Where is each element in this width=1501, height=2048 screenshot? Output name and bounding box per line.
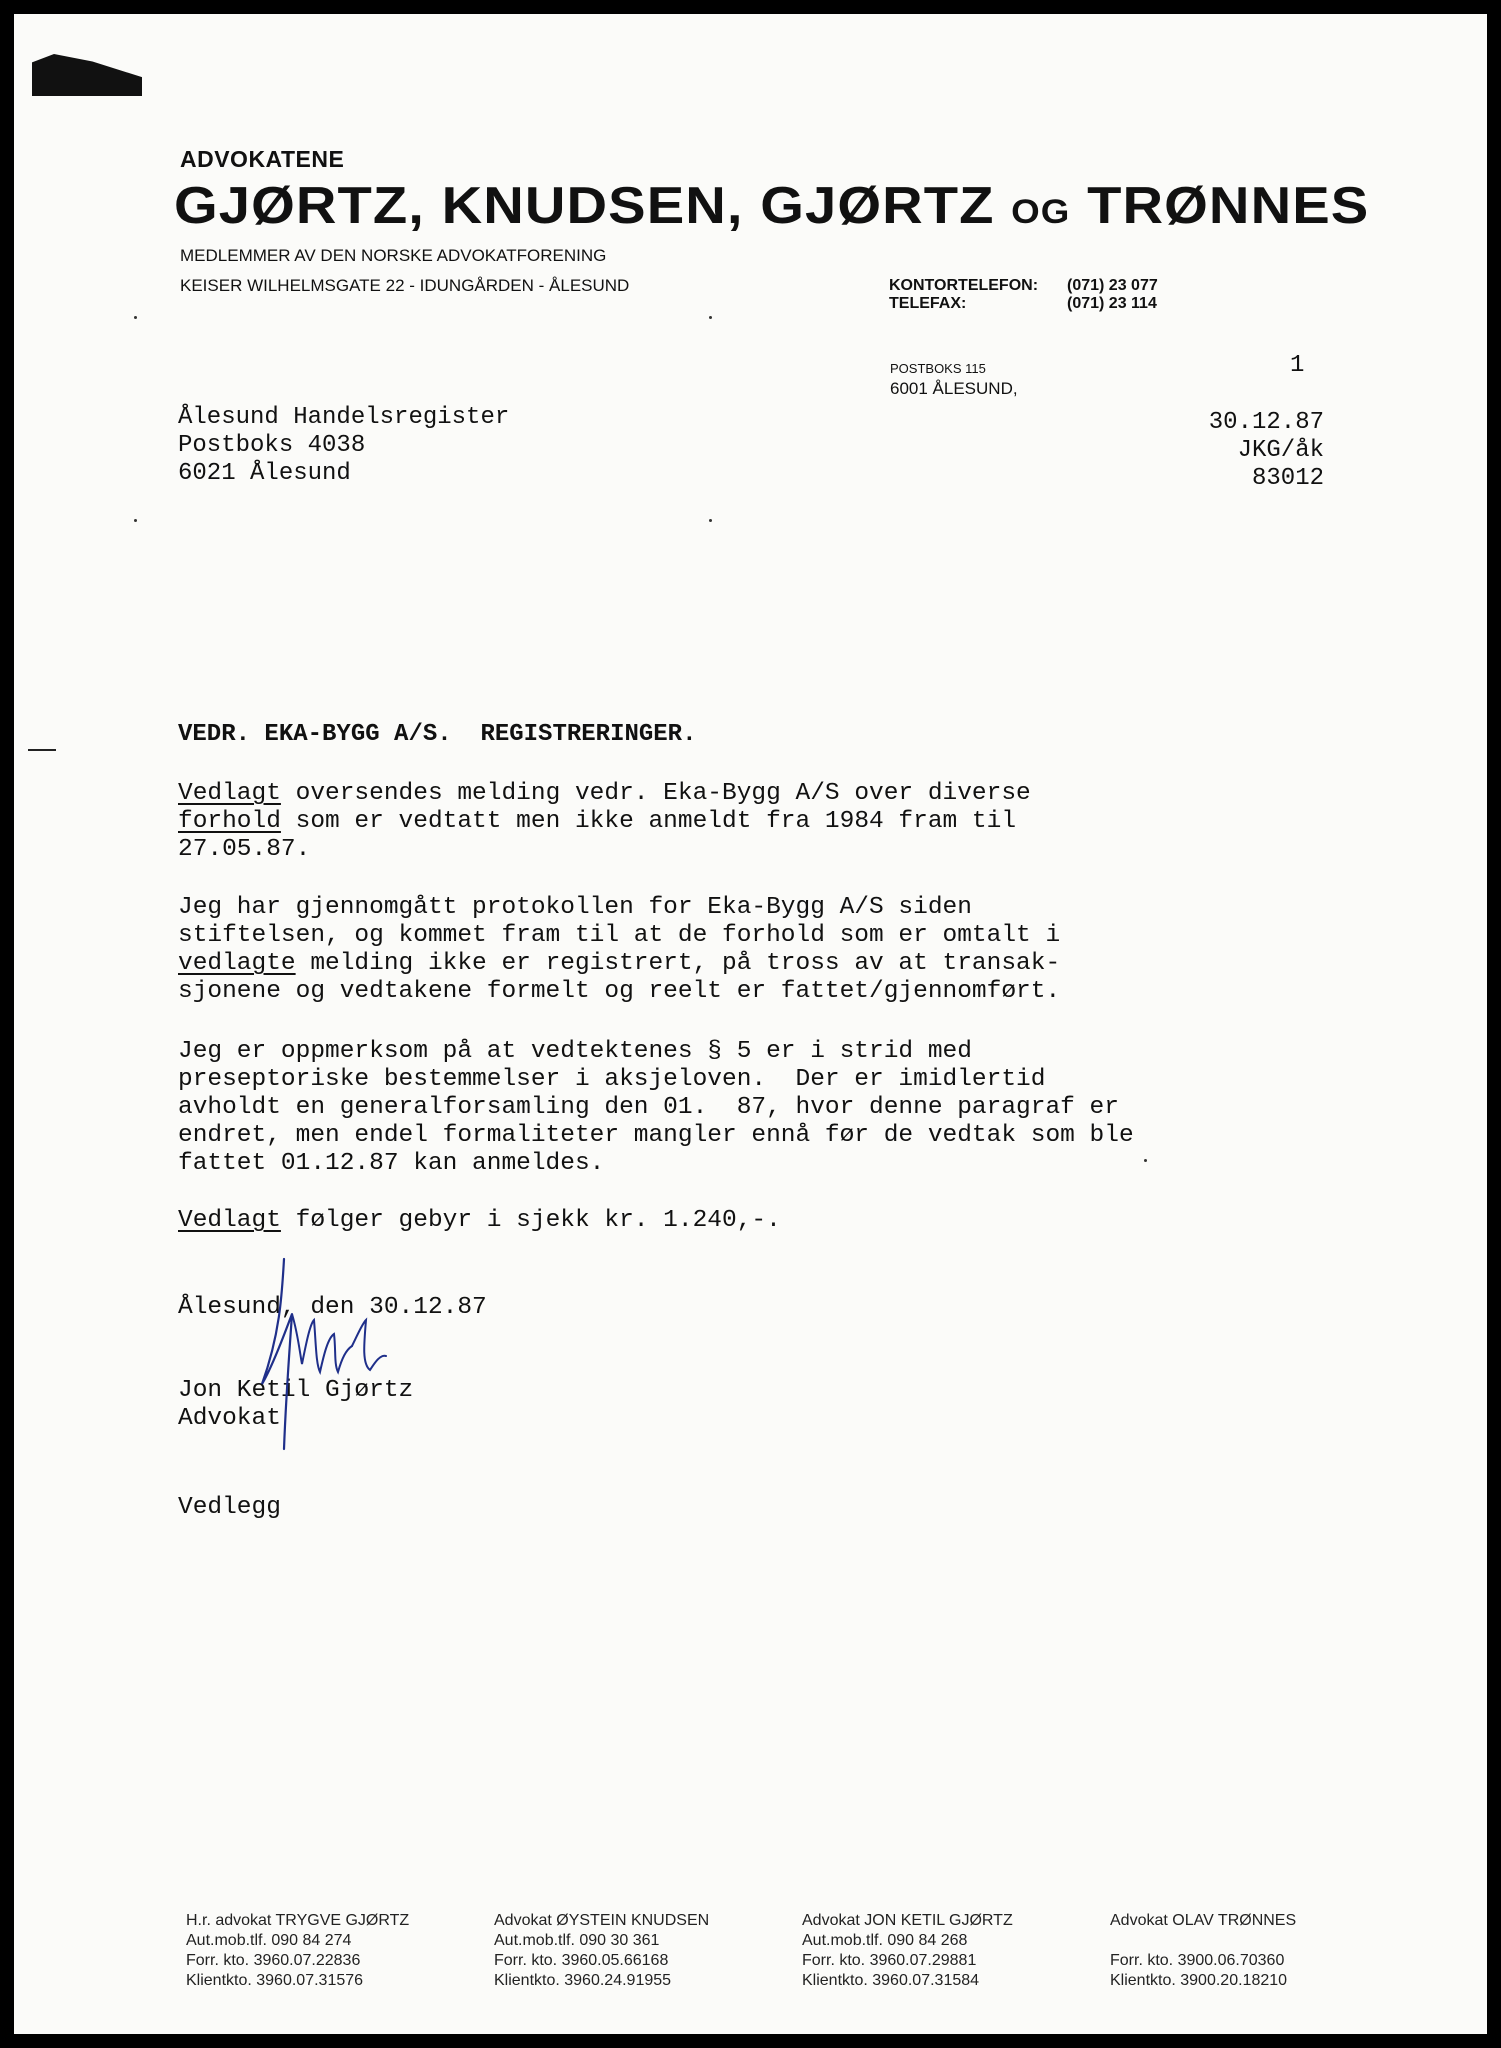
firm-address: KEISER WILHELMSGATE 22 - IDUNGÅRDEN - ÅLESUND <box>180 276 630 295</box>
postcity: 6001 ÅLESUND, <box>890 379 1018 398</box>
recipient-line: Ålesund Handelsregister <box>178 404 510 431</box>
fold-dot <box>709 316 712 319</box>
fold-dot <box>1144 1159 1147 1162</box>
footer-partner-3: Advokat JON KETIL GJØRTZ Aut.mob.tlf. 090 84 268 Forr. kto. 3960.07.29881 Klientkto. 3960.07.31584 <box>802 1912 1013 1989</box>
recipient-line: Postboks 4038 <box>178 432 366 459</box>
firm-name: GJØRTZ, KNUDSEN, GJØRTZ OG TRØNNES <box>174 177 1370 235</box>
office-phone: (071) 23 077 <box>1067 277 1158 294</box>
contact-block <box>889 277 1158 313</box>
postbox: POSTBOKS 115 <box>890 361 986 376</box>
letter-date: 30.12.87 <box>1208 409 1324 436</box>
reference-initials: JKG/åk <box>1237 437 1324 464</box>
closing-dateline: Ålesund, den 30.12.87 <box>178 1294 487 1321</box>
body-paragraph-3: Jeg er oppmerksom på at vedtektenes § 5 er i strid med preseptoriske bestemmelser i aksjeloven. Der er imidlertid avholdt en generalforsamling den 01. 87, hvor denne paragraf er endret, men endel formaliteter mangler ennå før de vedtak som ble fattet 01.12.87 kan anmeldes. <box>178 1038 1134 1177</box>
body-paragraph-1: Vedlagt oversendes melding vedr. Eka-Bygg A/S over diverse forhold som er vedtatt men ikke anmeldt fra 1984 fram til 27.05.87. <box>178 780 1031 863</box>
margin-fold-mark <box>28 749 56 751</box>
body-paragraph-4: Vedlagt følger gebyr i sjekk kr. 1.240,-. <box>178 1207 781 1234</box>
reference-number: 83012 <box>1251 465 1324 492</box>
fold-dot <box>134 316 137 319</box>
fold-dot <box>709 519 712 522</box>
subject-line: VEDR. EKA-BYGG A/S. REGISTRERINGER. <box>178 721 697 748</box>
signatory-name: Jon Ketil Gjørtz <box>178 1377 414 1404</box>
recipient-line: 6021 Ålesund <box>178 460 351 487</box>
signatory-title: Advokat <box>178 1405 281 1432</box>
attachment-label: Vedlegg <box>178 1494 281 1521</box>
reference-block <box>1209 409 1324 493</box>
footer-partner-1: H.r. advokat TRYGVE GJØRTZ Aut.mob.tlf. 090 84 274 Forr. kto. 3960.07.22836 Klientkto. 3960.07.31576 <box>186 1912 410 1989</box>
footer-partner-4: Advokat OLAV TRØNNES Forr. kto. 3900.06.70360 Klientkto. 3900.20.18210 <box>1110 1912 1297 1989</box>
handwritten-signature <box>254 1254 414 1454</box>
recipient-address <box>178 404 509 488</box>
page-number: 1 <box>1290 352 1305 379</box>
body-paragraph-2: Jeg har gjennomgått protokollen for Eka-Bygg A/S siden stiftelsen, og kommet fram til at de forhold som er omtalt i vedlagte melding ikke er registrert, på tross av at transak- sjonene og vedtakene formelt og reelt er fattet/gjennomført. <box>178 894 1061 1005</box>
firm-membership: MEDLEMMER AV DEN NORSKE ADVOKATFORENING <box>180 246 607 265</box>
scan-corner-mark <box>32 54 142 96</box>
letter-page <box>14 14 1487 2034</box>
firm-prefix: ADVOKATENE <box>180 146 345 172</box>
fold-dot <box>134 519 137 522</box>
fax-label: TELEFAX: <box>889 295 967 312</box>
footer-partner-2: Advokat ØYSTEIN KNUDSEN Aut.mob.tlf. 090 30 361 Forr. kto. 3960.05.66168 Klientkto. 3960.24.91955 <box>494 1912 710 1989</box>
fax-number: (071) 23 114 <box>1067 295 1157 312</box>
office-phone-label: KONTORTELEFON: <box>889 277 1039 294</box>
